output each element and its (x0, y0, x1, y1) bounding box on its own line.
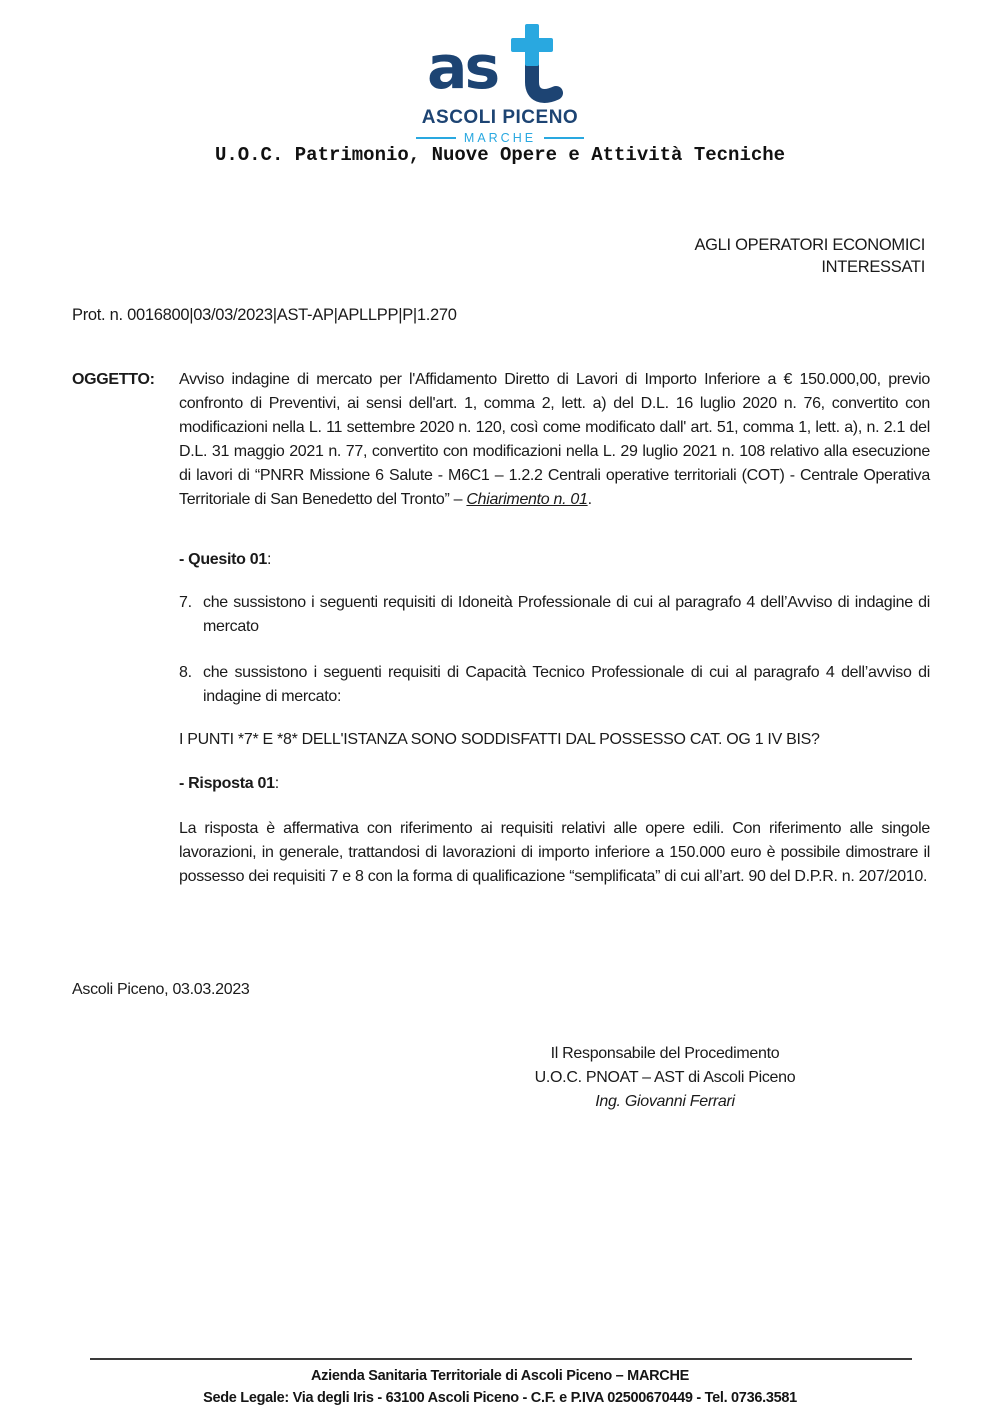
item-8-text: che sussistono i seguenti requisiti di Capacità Tecnico Professionale di cui al paragrafo 4 dell’avviso di indagine di mercato: (203, 664, 930, 705)
signature-role: Il Responsabile del Procedimento (550, 1045, 780, 1062)
region-line-right (544, 137, 584, 139)
logo-region-label: MARCHE (463, 131, 537, 145)
item-8-number: 8. (179, 664, 192, 681)
question-item-8 (179, 661, 930, 709)
question-item-7 (179, 591, 930, 639)
clarification-reference: Chiarimento n. 01 (466, 491, 588, 508)
quesito-heading (179, 548, 271, 572)
region-line-left (416, 137, 456, 139)
place-date: Ascoli Piceno, 03.03.2023 (72, 981, 250, 998)
signature-block (465, 1042, 865, 1114)
recipient-line-2: INTERESSATI (821, 258, 925, 276)
protocol-number: Prot. n. 0016800|03/03/2023|AST-AP|APLLPP|P|1.270 (72, 306, 457, 324)
quesito-heading-label: - Quesito 01 (179, 551, 267, 568)
svg-text:as: as (427, 33, 498, 103)
subject-body (179, 368, 930, 512)
recipients-block (694, 234, 925, 278)
clarification-period: . (587, 491, 592, 508)
footer-organization: Azienda Sanitaria Territoriale di Ascoli Piceno – MARCHE (310, 1368, 690, 1384)
risposta-heading-label: - Risposta 01 (179, 775, 275, 792)
item-7-number: 7. (179, 594, 192, 611)
department-title: U.O.C. Patrimonio, Nuove Opere e Attività Tecniche (214, 144, 786, 166)
signature-office: U.O.C. PNOAT – AST di Ascoli Piceno (534, 1069, 796, 1086)
risposta-heading-colon: : (274, 775, 279, 792)
risposta-heading (179, 772, 279, 796)
ast-logo (0, 22, 1000, 145)
logo-city-label: ASCOLI PICENO (421, 107, 579, 128)
footer-address: Sede Legale: Via degli Iris - 63100 Ascoli Piceno - C.F. e P.IVA 02500670449 - Tel. 0736.3581 (203, 1390, 797, 1406)
answer-text: La risposta è affermativa con riferimento ai requisiti relativi alle opere edili. Con riferimento alle singole lavorazioni, in generale, trattandosi di lavorazioni di importo inferiore a 150.000 euro è possibile dimostrare il possesso dei requisiti 7 e 8 con la forma di qualificazione “semplificata” di cui all’art. 90 del D.P.R. n. 207/2010. (179, 820, 930, 885)
subject-text: Avviso indagine di mercato per l'Affidamento Diretto di Lavori di Importo Inferiore a € 150.000,00, previo confronto di Preventivi, ai sensi dell'art. 1, comma 2, lett. a) del D.L. 16 luglio 2020 n. 76, convertito con modificazioni nella L. 11 settembre 2020 n. 120, così come modificato dall' art. 51, comma 1, lett. a), n. 2.1 del D.L. 31 maggio 2021 n. 77, convertito con modificazioni nella L. 29 luglio 2021 n. 108 relativo alla esecuzione di lavori di “PNRR Missione 6 Salute - M6C1 – 1.2.2 Centrali operative territoriali (COT) - Centrale Operativa Territoriale di San Benedetto del Tronto” – (179, 371, 930, 508)
ast-wordmark-icon (425, 22, 575, 106)
subject-label: OGGETTO: (72, 371, 155, 388)
signature-name: Ing. Giovanni Ferrari (595, 1093, 735, 1110)
footer-divider (90, 1358, 912, 1360)
recipient-line-1: AGLI OPERATORI ECONOMICI (694, 236, 925, 254)
logo-region-row (0, 131, 1000, 145)
question-statement: I PUNTI *7* E *8* DELL'ISTANZA SONO SODDISFATTI DAL POSSESSO CAT. OG 1 IV BIS? (179, 731, 820, 748)
item-7-text: che sussistono i seguenti requisiti di Idoneità Professionale di cui al paragrafo 4 dell’Avviso di indagine di mercato (203, 594, 930, 635)
quesito-heading-colon: : (266, 551, 272, 568)
